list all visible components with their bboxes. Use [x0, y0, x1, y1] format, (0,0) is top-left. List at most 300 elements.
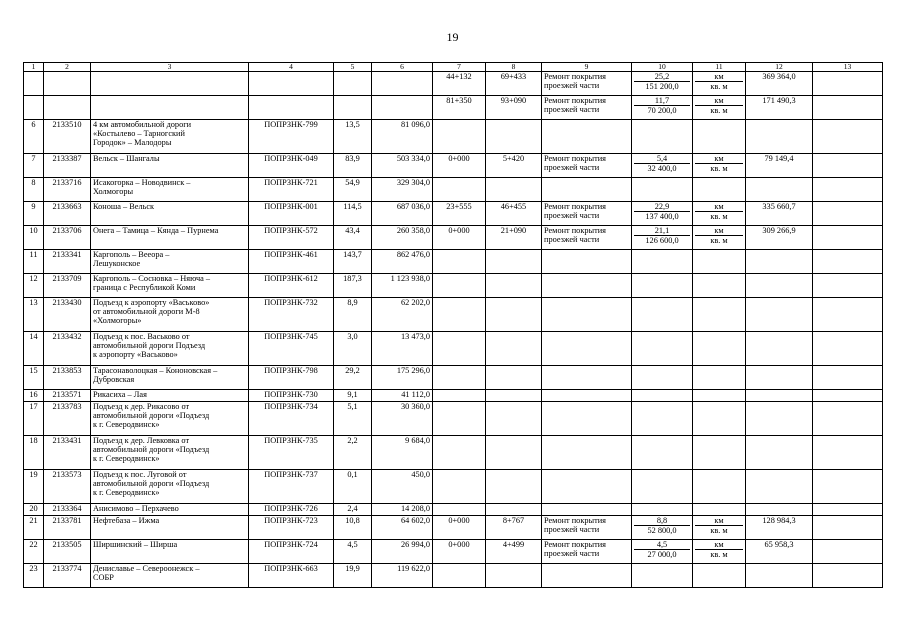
end-km-cell: 8+767 [486, 516, 542, 540]
work-type-cell [542, 436, 632, 470]
unit-cell [693, 250, 746, 274]
work-type-cell [542, 120, 632, 154]
row-number-cell: 11 [24, 250, 44, 274]
end-km-cell [486, 366, 542, 390]
start-km-cell: 0+000 [433, 226, 486, 250]
quantity-cell [632, 120, 693, 154]
cost-cell: 65 958,3 [746, 540, 813, 564]
work-type-cell [542, 298, 632, 332]
road-name-cell: Анисимово – Перхачево [91, 504, 249, 516]
row-number-cell: 19 [24, 470, 44, 504]
row-number-cell: 13 [24, 298, 44, 332]
unit-area: кв. м [710, 236, 728, 245]
road-id-cell: 2133364 [44, 504, 91, 516]
table-row [24, 298, 883, 332]
quantity-cell [632, 402, 693, 436]
table-body [24, 72, 883, 588]
unit-km: км [695, 72, 743, 82]
cost-cell: 335 660,7 [746, 202, 813, 226]
quantity-cell [632, 366, 693, 390]
road-id-cell [44, 96, 91, 120]
end-km-cell [486, 178, 542, 202]
unit-cell [693, 402, 746, 436]
unit-km: км [695, 226, 743, 236]
quantity-area: 137 400,0 [645, 212, 679, 221]
quantity-area: 32 400,0 [647, 164, 677, 173]
unit-area: кв. м [710, 106, 728, 115]
road-id-cell: 2133706 [44, 226, 91, 250]
row-number-cell [24, 96, 44, 120]
road-code-cell: ПОПРЗНК-799 [249, 120, 334, 154]
road-id-cell: 2133510 [44, 120, 91, 154]
quantity-area: 126 600,0 [645, 236, 679, 245]
road-name-cell: Подъезд к аэропорту «Васьково» от автомобильной дороги М-8 «Холмогоры» [91, 298, 249, 332]
road-code-cell: ПОПРЗНК-663 [249, 564, 334, 588]
end-km-cell [486, 332, 542, 366]
end-km-cell [486, 120, 542, 154]
table-row [24, 564, 883, 588]
cost-cell [746, 120, 813, 154]
unit-cell [693, 516, 746, 540]
cost-cell: 309 266,9 [746, 226, 813, 250]
road-id-cell: 2133716 [44, 178, 91, 202]
length-km-cell [334, 96, 372, 120]
note-cell [813, 154, 883, 178]
header-cell: 11 [693, 63, 746, 72]
road-code-cell: ПОПРЗНК-461 [249, 250, 334, 274]
work-type-cell [542, 366, 632, 390]
road-code-cell: ПОПРЗНК-724 [249, 540, 334, 564]
road-code-cell: ПОПРЗНК-730 [249, 390, 334, 402]
header-cell: 5 [334, 63, 372, 72]
unit-cell [693, 298, 746, 332]
note-cell [813, 250, 883, 274]
table-row [24, 72, 883, 96]
road-id-cell: 2133853 [44, 366, 91, 390]
header-cell: 4 [249, 63, 334, 72]
road-code-cell [249, 96, 334, 120]
road-id-cell: 2133663 [44, 202, 91, 226]
end-km-cell [486, 298, 542, 332]
header-cell: 1 [24, 63, 44, 72]
road-code-cell: ПОПРЗНК-612 [249, 274, 334, 298]
amount-cell: 30 360,0 [372, 402, 433, 436]
cost-cell [746, 504, 813, 516]
header-cell: 8 [486, 63, 542, 72]
unit-cell [693, 436, 746, 470]
row-number-cell: 8 [24, 178, 44, 202]
amount-cell: 687 036,0 [372, 202, 433, 226]
row-number-cell: 23 [24, 564, 44, 588]
note-cell [813, 516, 883, 540]
cost-cell [746, 470, 813, 504]
length-km-cell: 2,4 [334, 504, 372, 516]
note-cell [813, 390, 883, 402]
road-id-cell: 2133430 [44, 298, 91, 332]
road-id-cell: 2133709 [44, 274, 91, 298]
quantity-km: 22,9 [634, 202, 690, 212]
cost-cell [746, 402, 813, 436]
unit-area: кв. м [710, 526, 728, 535]
row-number-cell: 15 [24, 366, 44, 390]
start-km-cell [433, 402, 486, 436]
amount-cell: 13 473,0 [372, 332, 433, 366]
road-id-cell [44, 72, 91, 96]
road-id-cell: 2133783 [44, 402, 91, 436]
road-id-cell: 2133571 [44, 390, 91, 402]
road-code-cell: ПОПРЗНК-001 [249, 202, 334, 226]
amount-cell: 14 208,0 [372, 504, 433, 516]
quantity-cell [632, 250, 693, 274]
road-id-cell: 2133505 [44, 540, 91, 564]
length-km-cell: 29,2 [334, 366, 372, 390]
work-type-cell [542, 250, 632, 274]
end-km-cell: 4+499 [486, 540, 542, 564]
row-number-cell: 10 [24, 226, 44, 250]
row-number-cell: 14 [24, 332, 44, 366]
road-code-cell [249, 72, 334, 96]
row-number-cell: 18 [24, 436, 44, 470]
table-row [24, 436, 883, 470]
length-km-cell: 13,5 [334, 120, 372, 154]
road-name-cell: Подъезд к дер. Левковка от автомобильной дороги «Подъезд к г. Северодвинск» [91, 436, 249, 470]
cost-cell [746, 298, 813, 332]
header-cell: 3 [91, 63, 249, 72]
table-row [24, 516, 883, 540]
amount-cell: 9 684,0 [372, 436, 433, 470]
end-km-cell: 5+420 [486, 154, 542, 178]
table-row [24, 120, 883, 154]
start-km-cell: 44+132 [433, 72, 486, 96]
unit-cell [693, 226, 746, 250]
unit-cell [693, 564, 746, 588]
amount-cell: 41 112,0 [372, 390, 433, 402]
unit-cell [693, 274, 746, 298]
start-km-cell [433, 366, 486, 390]
length-km-cell: 9,1 [334, 390, 372, 402]
end-km-cell: 46+455 [486, 202, 542, 226]
road-name-cell: Рикасиха – Лая [91, 390, 249, 402]
road-name-cell: Исакогорка – Новодвинск – Холмогоры [91, 178, 249, 202]
quantity-cell [632, 540, 693, 564]
road-id-cell: 2133781 [44, 516, 91, 540]
note-cell [813, 178, 883, 202]
note-cell [813, 226, 883, 250]
note-cell [813, 120, 883, 154]
length-km-cell: 187,3 [334, 274, 372, 298]
amount-cell: 62 202,0 [372, 298, 433, 332]
work-type-cell [542, 178, 632, 202]
length-km-cell: 8,9 [334, 298, 372, 332]
road-code-cell: ПОПРЗНК-723 [249, 516, 334, 540]
unit-cell [693, 470, 746, 504]
unit-cell [693, 72, 746, 96]
row-number-cell: 7 [24, 154, 44, 178]
unit-area: кв. м [710, 212, 728, 221]
row-number-cell: 6 [24, 120, 44, 154]
end-km-cell [486, 564, 542, 588]
quantity-area: 52 800,0 [647, 526, 677, 535]
start-km-cell [433, 436, 486, 470]
road-name-cell: Коноша – Вельск [91, 202, 249, 226]
quantity-cell [632, 72, 693, 96]
end-km-cell [486, 390, 542, 402]
amount-cell [372, 96, 433, 120]
amount-cell: 329 304,0 [372, 178, 433, 202]
unit-cell [693, 540, 746, 564]
unit-km: км [695, 154, 743, 164]
road-code-cell: ПОПРЗНК-721 [249, 178, 334, 202]
unit-cell [693, 202, 746, 226]
work-type-cell: Ремонт покрытия проезжей части [542, 202, 632, 226]
amount-cell: 81 096,0 [372, 120, 433, 154]
length-km-cell: 3,0 [334, 332, 372, 366]
end-km-cell [486, 504, 542, 516]
quantity-cell [632, 504, 693, 516]
table-row [24, 250, 883, 274]
unit-cell [693, 154, 746, 178]
note-cell [813, 202, 883, 226]
start-km-cell [433, 298, 486, 332]
row-number-cell: 22 [24, 540, 44, 564]
row-number-cell [24, 72, 44, 96]
work-type-cell: Ремонт покрытия проезжей части [542, 540, 632, 564]
note-cell [813, 540, 883, 564]
road-code-cell: ПОПРЗНК-732 [249, 298, 334, 332]
quantity-cell [632, 96, 693, 120]
cost-cell [746, 274, 813, 298]
quantity-cell [632, 564, 693, 588]
quantity-cell [632, 226, 693, 250]
table-row [24, 178, 883, 202]
road-code-cell: ПОПРЗНК-737 [249, 470, 334, 504]
row-number-cell: 17 [24, 402, 44, 436]
start-km-cell: 81+350 [433, 96, 486, 120]
unit-area: кв. м [710, 550, 728, 559]
cost-cell [746, 436, 813, 470]
cost-cell [746, 564, 813, 588]
amount-cell: 260 358,0 [372, 226, 433, 250]
row-number-cell: 12 [24, 274, 44, 298]
unit-cell [693, 96, 746, 120]
unit-area: кв. м [710, 82, 728, 91]
amount-cell: 119 622,0 [372, 564, 433, 588]
quantity-area: 151 200,0 [645, 82, 679, 91]
road-repair-table [23, 62, 883, 588]
work-type-cell: Ремонт покрытия проезжей части [542, 516, 632, 540]
road-code-cell: ПОПРЗНК-798 [249, 366, 334, 390]
quantity-km: 25,2 [634, 72, 690, 82]
quantity-cell [632, 390, 693, 402]
note-cell [813, 436, 883, 470]
length-km-cell: 5,1 [334, 402, 372, 436]
table-row [24, 332, 883, 366]
unit-cell [693, 178, 746, 202]
quantity-cell [632, 202, 693, 226]
work-type-cell: Ремонт покрытия проезжей части [542, 96, 632, 120]
start-km-cell: 0+000 [433, 154, 486, 178]
header-cell: 9 [542, 63, 632, 72]
length-km-cell: 114,5 [334, 202, 372, 226]
length-km-cell: 143,7 [334, 250, 372, 274]
quantity-km: 21,1 [634, 226, 690, 236]
work-type-cell: Ремонт покрытия проезжей части [542, 72, 632, 96]
header-cell: 10 [632, 63, 693, 72]
road-id-cell: 2133341 [44, 250, 91, 274]
length-km-cell: 83,9 [334, 154, 372, 178]
road-id-cell: 2133387 [44, 154, 91, 178]
end-km-cell [486, 402, 542, 436]
amount-cell: 450,0 [372, 470, 433, 504]
road-code-cell: ПОПРЗНК-735 [249, 436, 334, 470]
work-type-cell [542, 390, 632, 402]
road-name-cell: Подъезд к дер. Рикасово от автомобильной дороги «Подъезд к г. Северодвинск» [91, 402, 249, 436]
length-km-cell: 0,1 [334, 470, 372, 504]
amount-cell: 503 334,0 [372, 154, 433, 178]
column-number-header [24, 63, 883, 72]
start-km-cell [433, 250, 486, 274]
note-cell [813, 402, 883, 436]
work-type-cell [542, 274, 632, 298]
quantity-cell [632, 154, 693, 178]
header-cell: 6 [372, 63, 433, 72]
row-number-cell: 9 [24, 202, 44, 226]
work-type-cell: Ремонт покрытия проезжей части [542, 154, 632, 178]
road-name-cell: Подъезд к пос. Луговой от автомобильной дороги «Подъезд к г. Северодвинск» [91, 470, 249, 504]
table-row [24, 470, 883, 504]
header-cell: 7 [433, 63, 486, 72]
work-type-cell [542, 564, 632, 588]
work-type-cell [542, 402, 632, 436]
amount-cell: 26 994,0 [372, 540, 433, 564]
unit-area: кв. м [710, 164, 728, 173]
road-id-cell: 2133431 [44, 436, 91, 470]
quantity-km: 5,4 [634, 154, 690, 164]
length-km-cell: 54,9 [334, 178, 372, 202]
road-code-cell: ПОПРЗНК-572 [249, 226, 334, 250]
end-km-cell [486, 436, 542, 470]
quantity-cell [632, 332, 693, 366]
road-code-cell: ПОПРЗНК-745 [249, 332, 334, 366]
start-km-cell: 0+000 [433, 516, 486, 540]
row-number-cell: 16 [24, 390, 44, 402]
quantity-cell [632, 436, 693, 470]
work-type-cell [542, 332, 632, 366]
quantity-km: 8,8 [634, 516, 690, 526]
length-km-cell: 4,5 [334, 540, 372, 564]
quantity-area: 27 000,0 [647, 550, 677, 559]
amount-cell [372, 72, 433, 96]
unit-cell [693, 366, 746, 390]
start-km-cell: 23+555 [433, 202, 486, 226]
length-km-cell: 10,8 [334, 516, 372, 540]
road-code-cell: ПОПРЗНК-734 [249, 402, 334, 436]
note-cell [813, 470, 883, 504]
row-number-cell: 21 [24, 516, 44, 540]
start-km-cell [433, 564, 486, 588]
start-km-cell [433, 178, 486, 202]
note-cell [813, 298, 883, 332]
end-km-cell: 93+090 [486, 96, 542, 120]
note-cell [813, 274, 883, 298]
road-name-cell: Каргополь – Вееора – Лешуконское [91, 250, 249, 274]
road-name-cell: Ширшинский – Ширша [91, 540, 249, 564]
road-id-cell: 2133774 [44, 564, 91, 588]
unit-km: км [695, 96, 743, 106]
road-name-cell [91, 96, 249, 120]
cost-cell [746, 178, 813, 202]
quantity-km: 11,7 [634, 96, 690, 106]
unit-cell [693, 332, 746, 366]
cost-cell: 369 364,0 [746, 72, 813, 96]
table-row [24, 96, 883, 120]
start-km-cell [433, 120, 486, 154]
amount-cell: 1 123 938,0 [372, 274, 433, 298]
quantity-area: 70 200,0 [647, 106, 677, 115]
unit-km: км [695, 540, 743, 550]
amount-cell: 175 296,0 [372, 366, 433, 390]
note-cell [813, 564, 883, 588]
amount-cell: 862 476,0 [372, 250, 433, 274]
start-km-cell [433, 504, 486, 516]
end-km-cell: 21+090 [486, 226, 542, 250]
end-km-cell [486, 470, 542, 504]
road-id-cell: 2133432 [44, 332, 91, 366]
quantity-km: 4,5 [634, 540, 690, 550]
road-name-cell: Нефтебаза – Ижма [91, 516, 249, 540]
quantity-cell [632, 178, 693, 202]
cost-cell: 171 490,3 [746, 96, 813, 120]
cost-cell: 79 149,4 [746, 154, 813, 178]
road-name-cell: 4 км автомобильной дороги «Костылево – Тарногский Городок» – Малодоры [91, 120, 249, 154]
table-row [24, 154, 883, 178]
work-type-cell: Ремонт покрытия проезжей части [542, 226, 632, 250]
quantity-cell [632, 470, 693, 504]
quantity-cell [632, 516, 693, 540]
road-name-cell: Вельск – Шангалы [91, 154, 249, 178]
table-row [24, 202, 883, 226]
table-row [24, 366, 883, 390]
length-km-cell: 19,9 [334, 564, 372, 588]
work-type-cell [542, 470, 632, 504]
row-number-cell: 20 [24, 504, 44, 516]
start-km-cell [433, 390, 486, 402]
cost-cell [746, 390, 813, 402]
header-cell: 12 [746, 63, 813, 72]
amount-cell: 64 602,0 [372, 516, 433, 540]
unit-cell [693, 120, 746, 154]
length-km-cell: 43,4 [334, 226, 372, 250]
end-km-cell [486, 250, 542, 274]
header-cell: 13 [813, 63, 883, 72]
start-km-cell: 0+000 [433, 540, 486, 564]
table-row [24, 390, 883, 402]
start-km-cell [433, 332, 486, 366]
table-row [24, 274, 883, 298]
end-km-cell [486, 274, 542, 298]
note-cell [813, 72, 883, 96]
length-km-cell [334, 72, 372, 96]
table-row [24, 402, 883, 436]
road-name-cell: Подъезд к пос. Васьково от автомобильной дороги Подъезд к аэропорту «Васьково» [91, 332, 249, 366]
note-cell [813, 366, 883, 390]
start-km-cell [433, 274, 486, 298]
quantity-cell [632, 274, 693, 298]
cost-cell [746, 332, 813, 366]
road-code-cell: ПОПРЗНК-049 [249, 154, 334, 178]
cost-cell [746, 366, 813, 390]
note-cell [813, 504, 883, 516]
